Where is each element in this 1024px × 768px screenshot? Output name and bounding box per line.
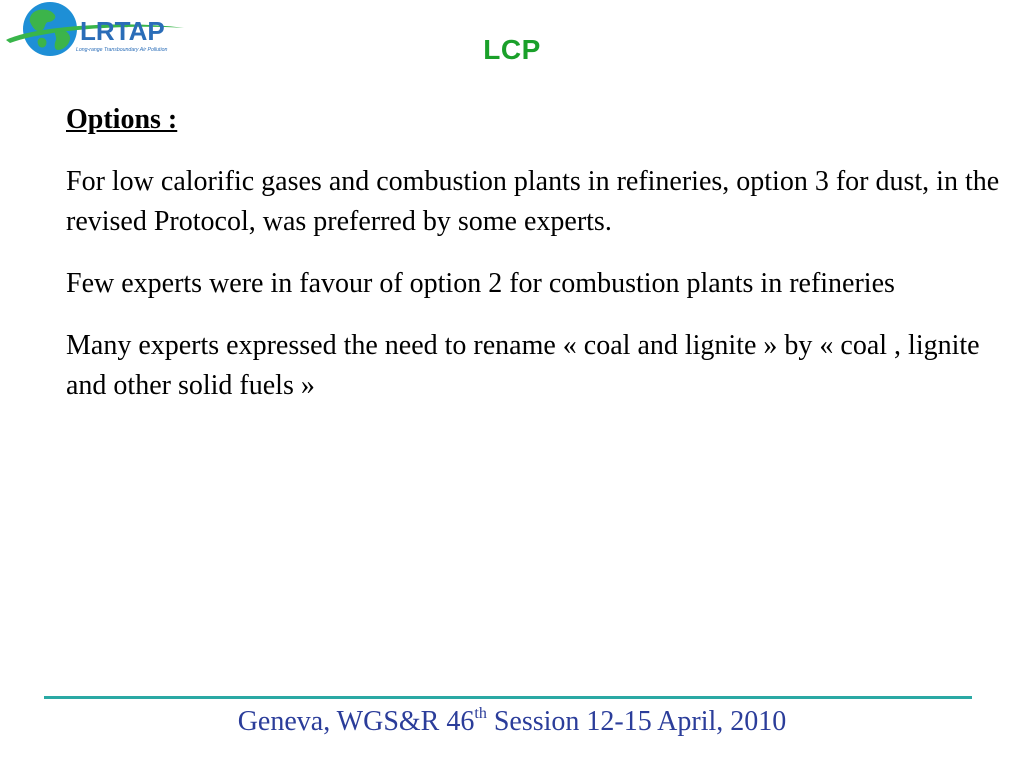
paragraph-option-2: Few experts were in favour of option 2 for combustion plants in refineries — [66, 268, 895, 299]
paragraph-refineries-dust: For low calorific gases and combustion plants in refineries, option 3 for dust, in the revised Protocol, was preferred by some experts. — [66, 166, 1000, 237]
slide-title: LCP — [483, 34, 541, 65]
footer-superscript: th — [474, 705, 487, 722]
logo-subtitle: Long-range Transboundary Air Pollution — [76, 47, 168, 53]
options-heading: Options : — [66, 104, 178, 135]
paragraph-rename-coal: Many experts expressed the need to rename « coal and lignite » by « coal , lignite and other solid fuels » — [66, 330, 980, 401]
footer-prefix: Geneva, WGS&R 46 — [237, 706, 475, 737]
logo-wordmark: LRTAP — [80, 16, 165, 46]
slide-body — [66, 100, 1006, 428]
footer-session-text — [0, 706, 1024, 738]
footer-suffix: Session 12-15 April, 2010 — [486, 706, 787, 737]
footer-divider — [44, 696, 972, 699]
